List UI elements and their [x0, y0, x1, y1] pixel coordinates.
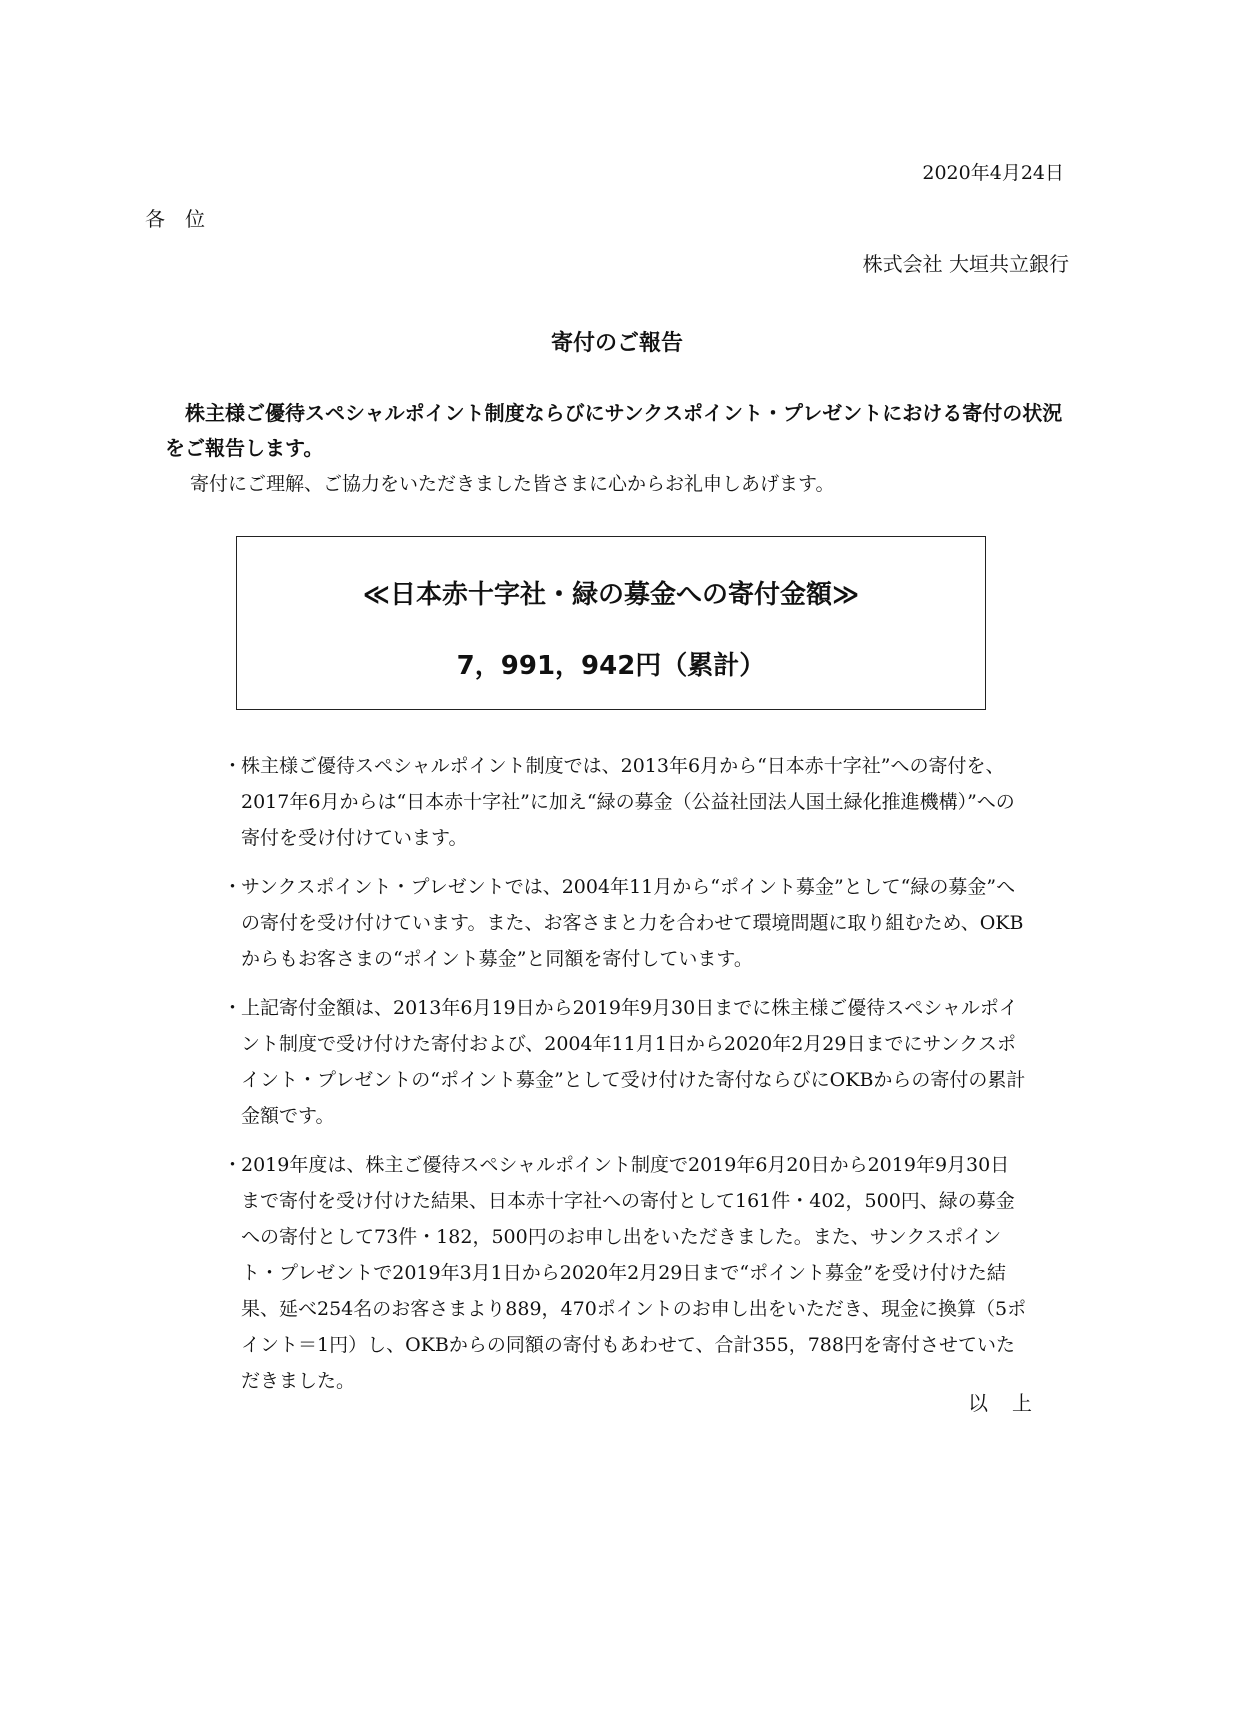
note-text: サンクスポイント・プレゼントでは、2004年11月から“ポイント募金”として“緑の募金”への寄付を受け付けています。また、お客さまと力を合わせて環境問題に取り組むため、OKBからもお客さまの“ポイント募金”と同額を寄付しています。: [241, 876, 1024, 970]
bullet-mark: ・: [223, 997, 243, 1019]
document-date: 2020年4月24日: [922, 162, 1064, 184]
bullet-mark: ・: [223, 1154, 243, 1176]
intro-thanks: 寄付にご理解、ご協力をいただきました皆さまに心からお礼申しあげます。: [190, 473, 835, 495]
note-item-shareholder-program: [223, 748, 1027, 856]
note-text: 株主様ご優待スペシャルポイント制度では、2013年6月から“日本赤十字社”への寄付を、2017年6月からは“日本赤十字社”に加え“緑の募金（公益社団法人国土緑化推進機構）”への寄付を受け付けています。: [241, 755, 1015, 849]
note-item-fiscal-2019: [223, 1147, 1027, 1399]
document-title: 寄付のご報告: [550, 331, 683, 356]
donation-total-amount: 7，991，942円（累計）: [456, 651, 766, 681]
donation-summary-box: [236, 536, 986, 710]
bullet-mark: ・: [223, 876, 243, 898]
closing-mark: 以 上: [968, 1391, 1034, 1415]
bullet-mark: ・: [223, 755, 243, 777]
sender-name: 株式会社 大垣共立銀行: [862, 252, 1069, 276]
donation-summary-heading: ≪日本赤十字社・緑の募金への寄付金額≫: [362, 580, 860, 610]
addressee: 各 位: [145, 207, 205, 231]
note-item-thanks-point: [223, 869, 1027, 977]
intro-lead: 株主様ご優待スペシャルポイント制度ならびにサンクスポイント・プレゼントにおける寄付の状況をご報告します。: [165, 401, 1063, 460]
note-text: 上記寄付金額は、2013年6月19日から2019年9月30日までに株主様ご優待スペシャルポイント制度で受け付けた寄付および、2004年11月1日から2020年2月29日までにサンクスポイント・プレゼントの“ポイント募金”として受け付けた寄付ならびにOKBからの寄付の累計金額です。: [241, 997, 1026, 1127]
note-item-amount-basis: [223, 990, 1027, 1134]
notes-list: [223, 748, 1027, 1412]
note-text: 2019年度は、株主ご優待スペシャルポイント制度で2019年6月20日から2019年9月30日まで寄付を受け付けた結果、日本赤十字社への寄付として161件・402，500円、緑の募金への寄付として73件・182，500円のお申し出をいただきました。また、サンクスポイント・プレゼントで2019年3月1日から2020年2月29日まで“ポイント募金”を受け付けた結果、延べ254名のお客さまより889，470ポイントのお申し出をいただき、現金に換算（5ポイント＝1円）し、OKBからの同額の寄付もあわせて、合計355，788円を寄付させていただきました。: [241, 1154, 1027, 1392]
